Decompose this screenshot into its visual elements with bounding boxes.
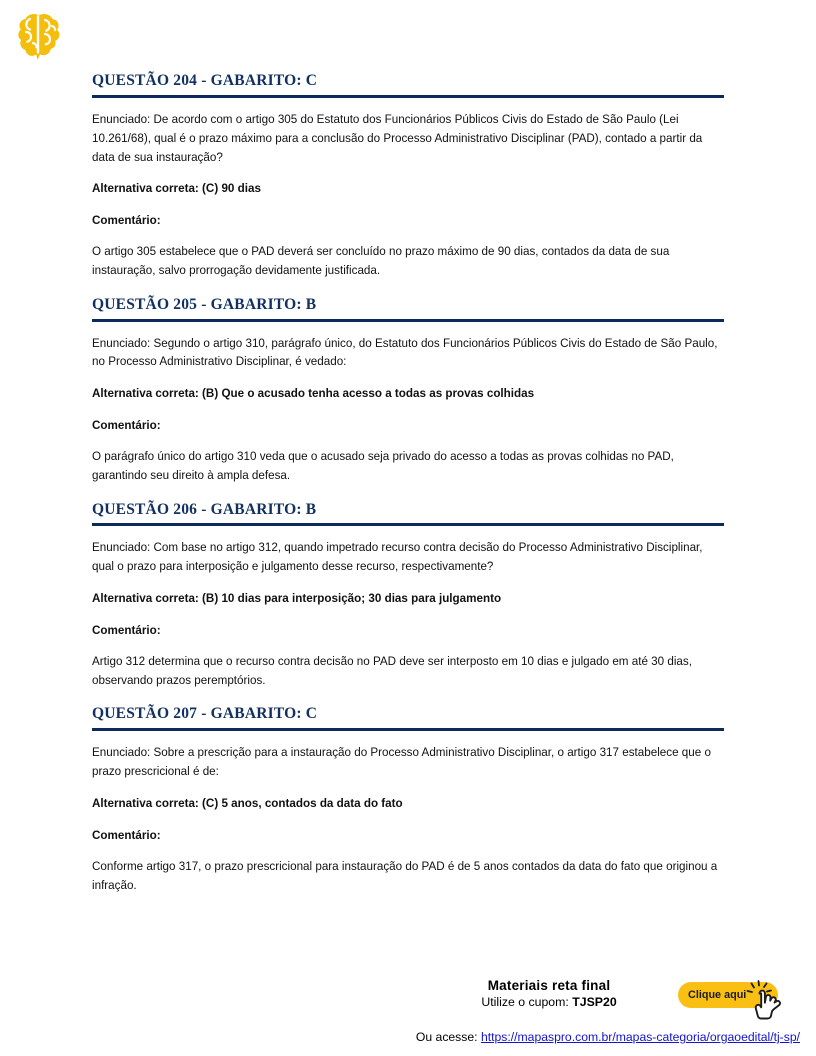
brain-logo — [14, 10, 76, 62]
question-comment: O parágrafo único do artigo 310 veda que o acusado seja privado do acesso a todas as provas colhidas no PAD, garantindo seu direito à ampla defesa. — [92, 448, 674, 482]
question-answer: Alternativa correta: (B) Que o acusado tenha acesso a todas as provas colhidas — [92, 386, 535, 401]
question-statement: Enunciado: De acordo com o artigo 305 do Estatuto dos Funcionários Públicos Civis do Estado de São Paulo (Lei 10.261/68), qual é o prazo máximo para a conclusão do Processo Administrativo Disciplinar (PAD), contado a partir da data de sua instauração? — [92, 111, 703, 164]
footer-link-line — [0, 1030, 800, 1044]
heading-divider — [92, 523, 724, 526]
question-block — [92, 501, 724, 690]
heading-divider — [92, 319, 724, 322]
question-statement: Enunciado: Segundo o artigo 310, parágrafo único, do Estatuto dos Funcionários Públicos Civis do Estado de São Paulo, no Processo Administrativo Disciplinar, é vedado: — [92, 335, 718, 369]
promo-coupon-line — [430, 995, 668, 1011]
question-answer: Alternativa correta: (C) 5 anos, contados da data do fato — [92, 795, 403, 810]
heading-divider — [92, 728, 724, 731]
cta-label: Clique aqui — [688, 989, 747, 1001]
promo-title: Materiais reta final — [487, 978, 611, 993]
comment-label: Comentário: — [92, 213, 161, 228]
comment-label: Comentário: — [92, 622, 161, 637]
footer-prefix: Ou acesse: — [415, 1030, 481, 1044]
question-comment: Artigo 312 determina que o recurso contra decisão no PAD deve ser interposto em 10 dias e julgado em até 30 dias, observando prazos peremptórios. — [92, 653, 692, 687]
question-statement: Enunciado: Sobre a prescrição para a instauração do Processo Administrativo Disciplinar, o artigo 317 estabelece que o prazo prescricional é de: — [92, 745, 711, 779]
question-block — [92, 705, 724, 894]
question-block — [92, 72, 724, 280]
question-heading: QUESTÃO 207 - GABARITO: C — [92, 705, 318, 723]
comment-label: Comentário: — [92, 418, 161, 433]
questions-container — [92, 72, 724, 910]
question-comment: Conforme artigo 317, o prazo prescricional para instauração do PAD é de 5 anos contados da data do fato que originou a infração. — [92, 858, 718, 892]
coupon-prefix: Utilize o cupom: — [481, 994, 573, 1009]
question-heading: QUESTÃO 204 - GABARITO: C — [92, 72, 318, 89]
question-answer: Alternativa correta: (C) 90 dias — [92, 181, 261, 196]
coupon-code: TJSP20 — [572, 994, 617, 1009]
pointing-hand-icon — [746, 980, 794, 1024]
promo-banner — [430, 978, 800, 1028]
question-statement: Enunciado: Com base no artigo 312, quando impetrado recurso contra decisão do Processo Administrativo Disciplinar, qual o prazo para interposição e julgamento desse recurso, respectivamente? — [92, 540, 703, 574]
question-heading: QUESTÃO 205 - GABARITO: B — [92, 295, 317, 313]
question-comment: O artigo 305 estabelece que o PAD deverá ser concluído no prazo máximo de 90 dias, contados da data de sua instauração, salvo prorrogação devidamente justificada. — [92, 244, 670, 277]
question-answer: Alternativa correta: (B) 10 dias para interposição; 30 dias para julgamento — [92, 591, 502, 606]
brain-icon — [14, 10, 76, 62]
promo-text-group — [430, 978, 668, 1011]
question-heading: QUESTÃO 206 - GABARITO: B — [92, 500, 317, 518]
mapaspro-link[interactable]: https://mapaspro.com.br/mapas-categoria/orgaoedital/tj-sp/ — [480, 1030, 800, 1044]
comment-label: Comentário: — [92, 827, 161, 842]
question-block — [92, 296, 724, 485]
heading-divider — [92, 95, 724, 98]
